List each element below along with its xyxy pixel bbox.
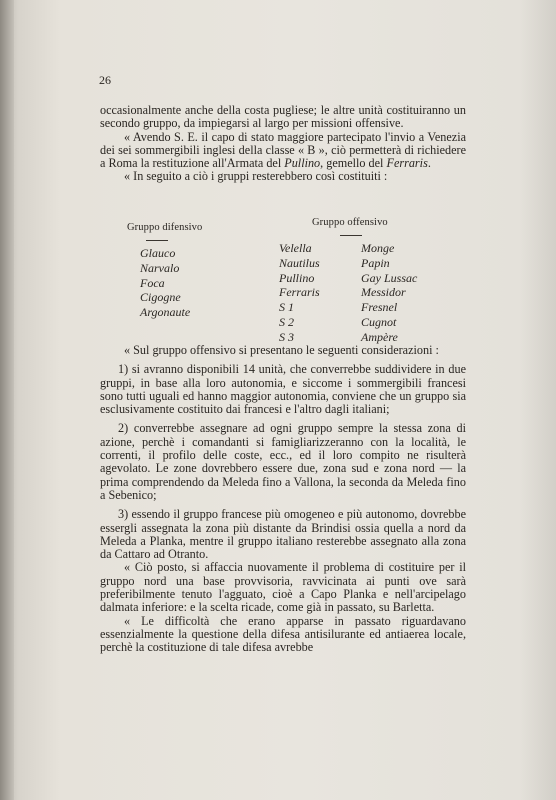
submarine-name: Narvalo [140,260,180,275]
paragraph-6: « Le difficoltà che erano apparse in passato riguardavano essenzialmente la questione della difesa antisilurante ed antiaerea locale, perchè la costituzione di tale difesa avrebbe [100,613,466,655]
group-offensive-title: Gruppo offensivo [312,217,388,228]
submarine-name: S 3 [279,329,294,344]
text-block-bottom [100,344,466,655]
submarine-name: Pullino [279,270,315,285]
defensive-submarine-list [140,246,190,320]
offensive-submarine-list-french [361,241,417,345]
paragraph-2-text-c: . [427,156,431,171]
paragraph-2-text-b: , gemello del [320,156,387,171]
submarine-name: Monge [361,241,395,255]
paragraph-2-text-a: « Avendo S. E. il capo di stato maggiore partecipato l'invio a Venezia dei sei sommergibili inglesi della classe « B », ciò permetterà di richiedere a Roma la restituzione all'Armata del [100,129,466,171]
submarine-name: Argonaute [140,305,191,320]
paragraph-1: occasionalmente anche della costa pugliese; le altre unità costituiranno un secondo gruppo, da impiegarsi al largo per missioni offensive. [100,103,466,131]
paragraph-4: « Sul gruppo offensivo si presentano le seguenti considerazioni : [124,343,439,357]
consideration-1: 1) si avranno disponibili 14 unità, che converrebbe suddividere in due gruppi, in base alla loro autonomia, e siccome i sommergibili francesi sono tutti uguali ed hanno maggior autonomia, conviene che un gruppo sia esclusivamente costituito dai francesi e l'altro dagli italiani; [100,362,466,417]
submarine-name: Nautilus [279,255,320,270]
defensive-divider [146,240,168,241]
offensive-divider [340,235,362,236]
group-defensive-title: Gruppo difensivo [127,222,203,233]
submarine-name: Ferraris [279,285,320,300]
submarine-name: Fresnel [361,300,398,315]
submarine-name: S 2 [279,314,294,329]
paragraph-3: « In seguito a ciò i gruppi resterebbero così costituiti : [124,169,388,184]
ship-name-ferraris: Ferraris [386,156,428,171]
submarine-name: Cugnot [361,314,397,329]
offensive-submarine-list-italian [279,241,320,345]
submarine-name: Messidor [361,285,406,300]
text-block-top [100,104,466,184]
submarine-name: Gay Lussac [361,270,418,285]
ship-name-pullino: Pullino [284,156,321,171]
consideration-3: 3) essendo il gruppo francese più omogeneo e più autonomo, dovrebbe essergli assegnata la zona più distante da Brindisi ossia quella a nord da Meleda a Planka, mentre il gruppo italiano resterebbe assegnato alla zona da Cattaro ad Otranto. [100,507,466,562]
book-spine-shadow [0,0,14,800]
submarine-name: S 1 [279,300,294,315]
submarine-name: Papin [361,255,390,270]
paragraph-5: « Ciò posto, si affaccia nuovamente il problema di costituire per il gruppo nord una base provvisoria, ravvicinata ai punti ove sarà preferibilmente tenuto l'agguato, cioè a Capo Planka e nell'arcipelago dalmata inferiore: e la scelta ricade, come già in passato, su Barletta. [100,560,466,615]
consideration-2: 2) converrebbe assegnare ad ogni gruppo sempre la stessa zona di azione, perchè i comandanti si famigliarizzeranno con la località, le correnti, il profilo delle coste, ecc., ed il loro compito ne risulterà agevolato. Le zone dovrebbero essere due, zona sud e zona nord — la prima comprendendo da Meleda fino a Vallona, la seconda da Meleda fino a Sebenico; [100,421,466,502]
submarine-name: Cigogne [140,290,181,305]
submarine-name: Foca [140,275,165,290]
page-number: 26 [99,73,111,87]
submarine-name: Ampère [361,329,398,344]
paragraph-2 [100,131,466,171]
submarine-name: Velella [279,241,312,255]
submarine-name: Glauco [140,246,176,260]
